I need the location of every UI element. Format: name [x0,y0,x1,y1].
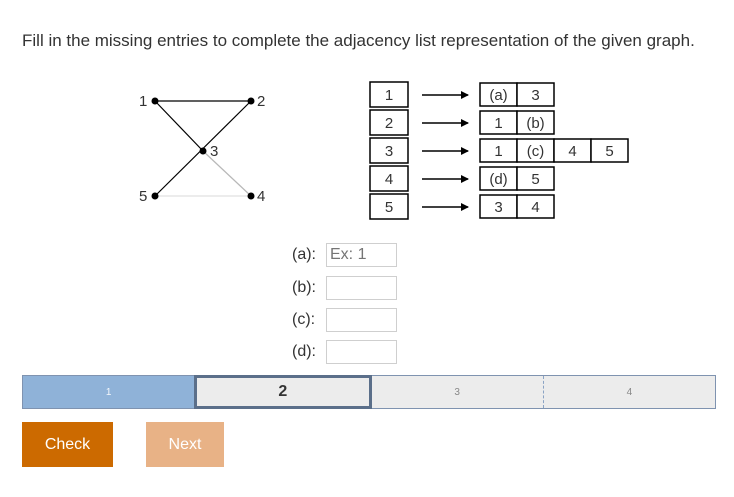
adj-cell-value: (c) [526,143,545,160]
adj-cell-value: 4 [531,199,540,216]
adj-cell-value: 5 [605,143,614,160]
adj-index-label: 5 [384,199,394,216]
node-dot-2 [248,98,255,105]
adj-index-label: 4 [384,171,394,188]
adj-index-label: 1 [384,87,394,104]
node-dot-5 [152,193,159,200]
adj-cell-value: (b) [526,115,545,132]
answer-label-c: (c): [292,311,316,328]
adj-index-label: 3 [384,143,394,160]
progress-step-4[interactable]: 4 [543,376,715,408]
progress-step-2[interactable]: 2 [194,375,371,409]
answer-label-b: (b): [292,279,316,296]
answer-label-d: (d): [292,343,316,360]
node-label-4: 4 [257,188,266,205]
adj-cell-value: (a) [489,87,508,104]
answer-row-a [292,242,397,268]
node-dot-1 [152,98,159,105]
node-label-5: 5 [139,188,148,205]
adj-cell-value: 1 [494,115,503,132]
answer-input-a[interactable] [326,243,397,267]
progress-step-3[interactable]: 3 [454,386,460,398]
node-label-2: 2 [257,93,266,110]
answer-row-d [292,339,397,365]
node-label-1: 1 [139,93,148,110]
adj-cell-value: 4 [568,143,577,160]
graph-diagram [130,82,280,212]
check-button[interactable]: Check [22,422,113,467]
answer-label-a: (a): [292,246,316,263]
adjacency-list [360,80,635,230]
answer-input-b[interactable] [326,276,397,300]
node-label-3: 3 [210,143,219,160]
adj-cell-value: 3 [531,87,540,104]
instruction-text: Fill in the missing entries to complete the adjacency list representation of the given graph. [22,31,695,50]
node-dot-4 [248,193,255,200]
next-button[interactable]: Next [146,422,224,467]
progress-bar [22,375,716,409]
answer-row-c [292,307,397,333]
answer-input-d[interactable] [326,340,397,364]
answer-input-c[interactable] [326,308,397,332]
node-dot-3 [200,148,207,155]
adj-cell-value: 3 [494,199,503,216]
progress-step-1[interactable]: 1 [23,376,194,408]
adj-cell-value: (d) [489,171,508,188]
edge-1-3 [155,101,203,151]
adj-cell-value: 5 [531,171,540,188]
adj-index-label: 2 [384,115,394,132]
answer-row-b [292,275,397,301]
adj-cell-value: 1 [494,143,503,160]
